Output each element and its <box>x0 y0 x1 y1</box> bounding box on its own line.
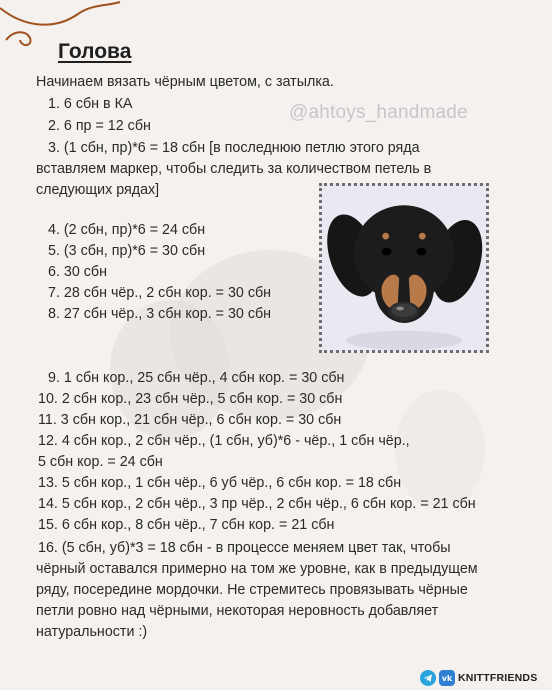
pattern-row: 1. 6 сбн в КА <box>48 96 133 112</box>
background-ghost-blob <box>395 390 485 510</box>
footer-branding <box>420 670 537 686</box>
pattern-row: 5. (3 сбн, пр)*6 = 30 сбн <box>48 243 206 259</box>
pattern-row: 7. 28 сбн чёр., 2 сбн кор. = 30 сбн <box>48 285 272 301</box>
telegram-icon[interactable] <box>420 670 436 686</box>
pattern-row: вставляем маркер, чтобы следить за количеством петель в <box>36 161 432 177</box>
pattern-row: 16. (5 сбн, уб)*3 = 18 сбн - в процессе меняем цвет так, чтобы <box>38 540 451 556</box>
dog-head-illustration <box>322 186 486 350</box>
pattern-row: 15. 6 сбн кор., 8 сбн чёр., 7 сбн кор. = 21 сбн <box>38 517 335 533</box>
vk-icon[interactable]: vk <box>439 670 455 686</box>
pattern-row: 14. 5 сбн кор., 2 сбн чёр., 3 пр чёр., 2 сбн чёр., 6 сбн кор. = 21 сбн <box>38 496 476 512</box>
pattern-row: ряду, посередине мордочки. Не стремитесь провязывать чёрные <box>36 582 468 598</box>
pattern-row: 12. 4 сбн кор., 2 сбн чёр., (1 сбн, уб)*6 - чёр., 1 сбн чёр., <box>38 433 410 449</box>
pattern-row: чёрный оставался примерно на том же уровне, как в предыдущем <box>36 561 478 577</box>
pattern-row: 5 сбн кор. = 24 сбн <box>38 454 163 470</box>
watermark: @ahtoys_handmade <box>289 102 468 123</box>
pattern-row: 6. 30 сбн <box>48 264 108 280</box>
pattern-row: 10. 2 сбн кор., 23 сбн чёр., 5 сбн кор. = 30 сбн <box>38 391 343 407</box>
pattern-row: 13. 5 сбн кор., 1 сбн чёр., 6 уб чёр., 6 сбн кор. = 18 сбн <box>38 475 402 491</box>
pattern-row: 3. (1 сбн, пр)*6 = 18 сбн [в последнюю петлю этого ряда <box>48 140 420 156</box>
pattern-row: натуральности :) <box>36 624 148 640</box>
pattern-row: 2. 6 пр = 12 сбн <box>48 118 151 134</box>
pattern-row: 9. 1 сбн кор., 25 сбн чёр., 4 сбн кор. = 30 сбн <box>48 370 345 386</box>
intro-text: Начинаем вязать чёрным цветом, с затылка. <box>36 74 334 90</box>
dog-head-photo <box>319 183 489 353</box>
pattern-row: петли ровно над чёрными, некоторая неровность добавляет <box>36 603 439 619</box>
pattern-row: 4. (2 сбн, пр)*6 = 24 сбн <box>48 222 206 238</box>
pattern-row: следующих рядах] <box>36 182 160 198</box>
brand-name: KNITTFRIENDS <box>458 672 538 684</box>
page-title: Голова <box>58 40 132 63</box>
pattern-row: 11. 3 сбн кор., 21 сбн чёр., 6 сбн кор. = 30 сбн <box>38 412 342 428</box>
pattern-row: 8. 27 сбн чёр., 3 сбн кор. = 30 сбн <box>48 306 272 322</box>
